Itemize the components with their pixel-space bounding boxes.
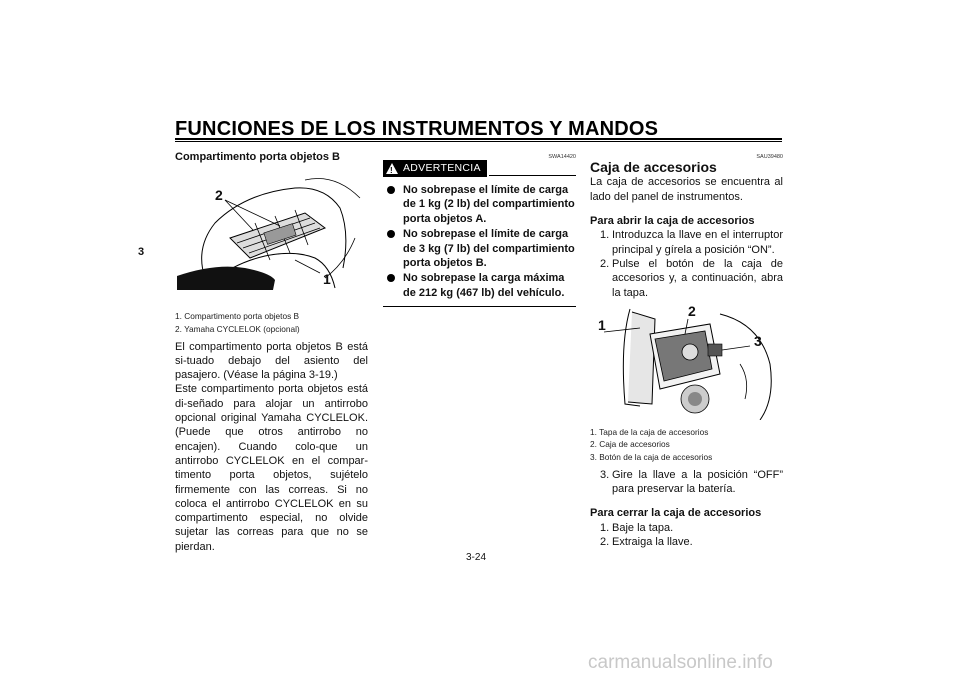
list-item [383,183,576,226]
open-steps [590,228,783,299]
step-text: Extraiga la llave. [612,535,693,548]
bullet-icon [387,274,395,282]
seat-compartment-illustration [175,168,368,294]
step-number: 3. [600,468,610,481]
step-text: Gire la llave a la posición “OFF” para preservar la batería. [612,468,783,495]
accessory-box-illustration [590,304,783,420]
figure-storage-compartment-b [175,168,368,294]
header-rule-thin [175,141,782,142]
warning-list [383,183,576,300]
caption-item: 3. Botón de la caja de accesorios [590,452,713,463]
step-number: 2. [600,258,610,270]
step-number: 1. [600,521,610,534]
reference-code: SWA14420 [548,154,576,160]
header-rule [175,138,782,140]
figure-label-1: 1 [598,316,606,333]
step-item [590,535,783,549]
open-steps-continued [590,468,783,497]
step-item [590,521,783,535]
step-text: Introduzca la llave en el interruptor principal y gírela a posición “ON”. [612,229,783,256]
list-item [383,271,576,300]
bullet-icon [387,186,395,194]
step-item [590,468,783,497]
caption-item: 2. Yamaha CYCLELOK (opcional) [175,324,300,334]
step-item [590,228,783,257]
list-item-text: No sobrepase el límite de carga de 1 kg (2 lb) del compartimiento porta objetos A. [403,184,575,225]
step-text: Baje la tapa. [612,521,674,534]
page-number: 3-24 [466,552,487,563]
column-right [590,150,783,549]
paragraph-location: El compartimento porta objetos B está si-tuado debajo del asiento del pasajero. (Véase la página 3-19.) [175,340,368,382]
step-item [590,257,783,300]
step-number: 2. [600,535,610,548]
caption-item: 1. Compartimento porta objetos B [175,311,300,322]
close-subhead: Para cerrar la caja de accesorios [590,507,762,520]
figure-label-2: 2 [688,302,696,319]
warning-bottom-rule [383,306,576,307]
figure-accessory-box [590,304,783,420]
list-item-text: No sobrepase la carga máxima de 212 kg (467 lb) del vehículo. [403,272,565,299]
step-number: 1. [600,229,610,242]
close-steps [590,521,783,550]
caption-item: 1. Tapa de la caja de accesorios [590,426,709,437]
figure-captions [175,310,368,335]
warning-header [383,160,576,177]
column-middle [383,150,576,307]
figure-captions [590,426,783,464]
column-left [175,150,368,554]
watermark: carmanualsonline.info [588,652,773,673]
bullet-icon [387,230,395,238]
list-item-text: No sobrepase el límite de carga de 3 kg (7 lb) del compartimiento porta objetos B. [403,228,575,270]
section-title: Caja de accesorios [590,159,717,175]
warning-label: ADVERTENCIA [403,162,481,175]
caption-item: 2. Caja de accesorios [590,439,670,450]
warning-badge [383,160,487,177]
reference-code: SAU39480 [756,154,783,160]
page-title: FUNCIONES DE LOS INSTRUMENTOS Y MANDOS [175,118,659,140]
chapter-tab: 3 [137,246,145,258]
figure-label-1: 1 [323,271,331,288]
paragraph-intro: La caja de accesorios se encuentra al lado del panel de instrumentos. [590,176,783,203]
warning-rule [489,175,576,176]
section-subhead: Compartimento porta objetos B [175,151,341,163]
step-text: Pulse el botón de la caja de accesorios y, a continuación, abra la tapa. [612,258,783,299]
figure-label-2: 2 [215,187,223,204]
figure-label-3: 3 [754,332,762,349]
list-item [383,227,576,270]
warning-triangle-icon: ! [386,163,398,174]
paragraph-cyclelok: Este compartimento porta objetos está di-señado para alojar un antirrobo opcional original Yamaha CYCLELOK. (Puede que otros antirrobo no encajen). Cuando colo-que un antirrobo CYCLELOK en el compar-timento porta objetos, sujételo firmemente con las correas. Si no coloca el antirrobo CYCLELOK en su compartimento especial, no olvide sujetar las correas para que no se pierdan. [175,383,368,553]
open-subhead: Para abrir la caja de accesorios [590,215,755,227]
